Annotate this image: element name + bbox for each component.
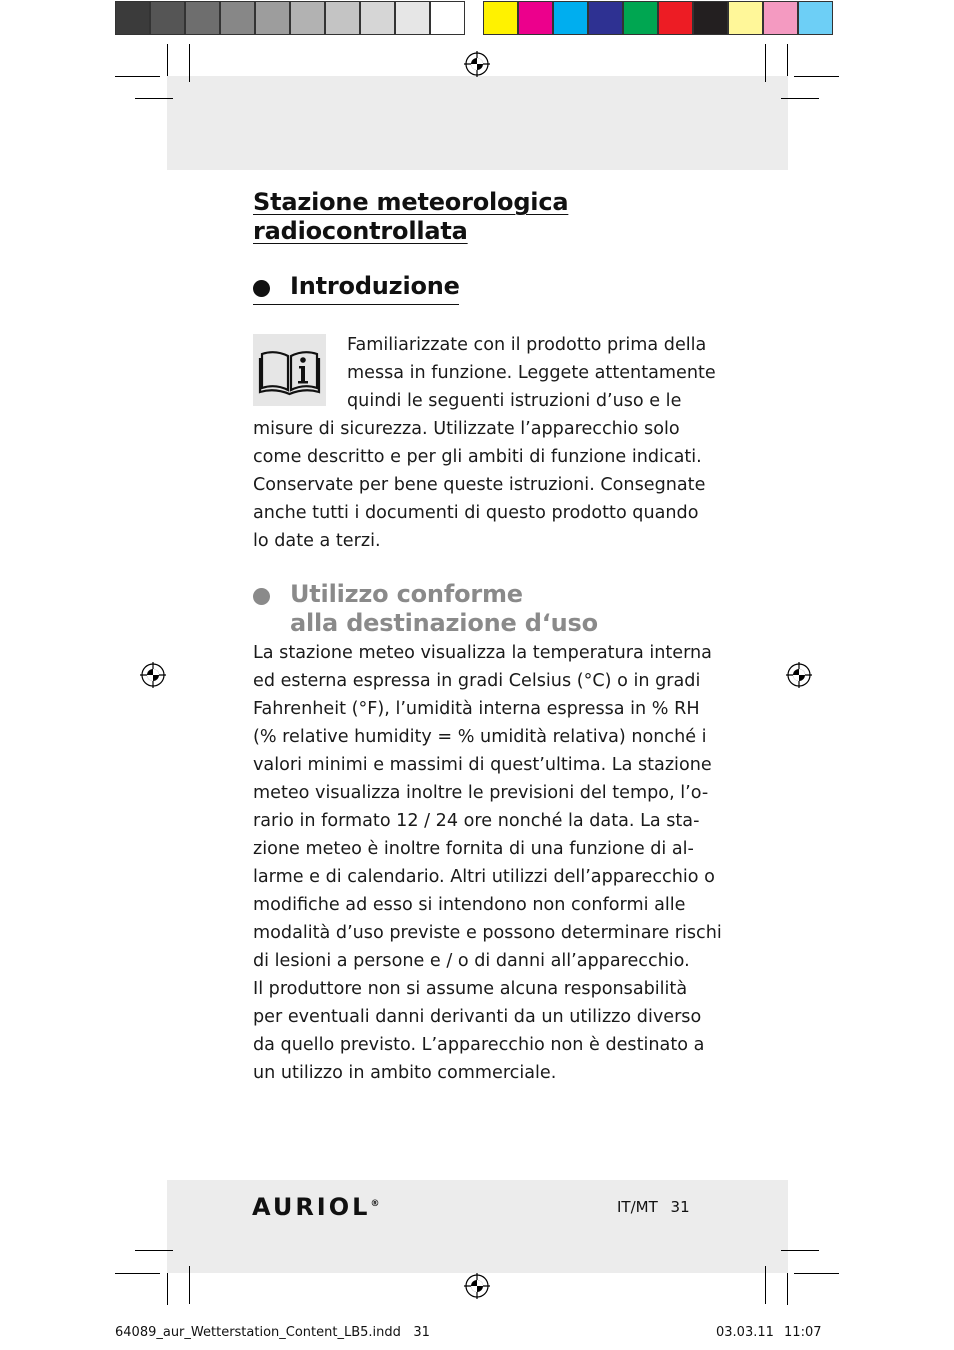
info-book-icon: [253, 334, 326, 406]
print-slug-timestamp: [716, 1325, 822, 1340]
color-swatch: [255, 1, 290, 35]
color-swatch: [728, 1, 763, 35]
slug-time: 11:07: [784, 1325, 822, 1340]
bullet-icon: [253, 588, 270, 605]
locale-code: IT/MT: [617, 1198, 658, 1216]
section-heading-text: [290, 580, 598, 638]
color-swatch: [623, 1, 658, 35]
color-swatch: [763, 1, 798, 35]
text-line: (% relative humidity = % umidità relativa) nonché i: [253, 727, 707, 747]
color-swatch: [798, 1, 833, 35]
title-line-2: radiocontrollata: [253, 217, 468, 245]
text-line: da quello previsto. L’apparecchio non è destinato a: [253, 1035, 705, 1055]
color-swatch: [693, 1, 728, 35]
section-heading-text: Introduzione: [290, 272, 460, 300]
text-line: ed esterna espressa in gradi Celsius (°C) o in gradi: [253, 671, 701, 691]
text-line: rario in formato 12 / 24 ore nonché la data. La sta-: [253, 811, 700, 831]
title-line-1: Stazione meteorologica: [253, 188, 569, 216]
color-swatch: [220, 1, 255, 35]
color-calibration-bar: [483, 1, 833, 37]
document-title: [253, 188, 568, 246]
slug-page: 31: [413, 1325, 430, 1340]
text-line: Fahrenheit (°F), l’umidità interna espressa in % RH: [253, 699, 700, 719]
text-line: quindi le seguenti istruzioni d’uso e le: [347, 391, 682, 411]
page-number: 31: [670, 1198, 690, 1216]
text-line: Il produttore non si assume alcuna responsabilità: [253, 979, 688, 999]
heading-line-2: alla destinazione d‘uso: [290, 609, 598, 637]
text-line: messa in funzione. Leggete attentamente: [347, 363, 716, 383]
text-line: larme e di calendario. Altri utilizzi dell’apparecchio o: [253, 867, 715, 887]
intended-use-paragraph: [253, 639, 722, 1087]
color-swatch: [518, 1, 553, 35]
color-swatch: [150, 1, 185, 35]
registered-mark: ®: [370, 1199, 383, 1209]
color-swatch: [185, 1, 220, 35]
text-line: anche tutti i documenti di questo prodotto quando: [253, 503, 699, 523]
print-slug-file: [115, 1325, 430, 1340]
text-line: lo date a terzi.: [253, 531, 381, 551]
gray-calibration-bar: [115, 1, 465, 37]
color-swatch: [658, 1, 693, 35]
color-swatch: [553, 1, 588, 35]
heading-line-1: Utilizzo conforme: [290, 580, 523, 608]
brand-logo: [252, 1193, 382, 1221]
slug-filename: 64089_aur_Wetterstation_Content_LB5.indd: [115, 1325, 401, 1340]
color-swatch: [325, 1, 360, 35]
text-line: modalità d’uso previste e possono determinare rischi: [253, 923, 722, 943]
text-line: un utilizzo in ambito commerciale.: [253, 1063, 557, 1083]
text-line: La stazione meteo visualizza la temperatura interna: [253, 643, 712, 663]
color-swatch: [395, 1, 430, 35]
bullet-icon: [253, 280, 270, 297]
intro-paragraph-rest: [253, 415, 705, 555]
text-line: Familiarizzate con il prodotto prima della: [347, 335, 707, 355]
text-line: come descritto e per gli ambiti di funzione indicati.: [253, 447, 702, 467]
registration-mark-icon: [140, 662, 166, 688]
text-line: per eventuali danni derivanti da un utilizzo diverso: [253, 1007, 702, 1027]
heading-underline: [253, 304, 459, 305]
color-swatch: [290, 1, 325, 35]
text-line: Conservate per bene queste istruzioni. Consegnate: [253, 475, 706, 495]
color-swatch: [483, 1, 518, 35]
text-line: zione meteo è inoltre fornita di una funzione di al-: [253, 839, 694, 859]
text-line: meteo visualizza inoltre le previsioni del tempo, l’o-: [253, 783, 709, 803]
slug-date: 03.03.11: [716, 1325, 774, 1340]
color-swatch: [360, 1, 395, 35]
text-line: di lesioni a persone e / o di danni all’apparecchio.: [253, 951, 690, 971]
color-swatch: [430, 1, 465, 35]
text-line: modifiche ad esso si intendono non conformi alle: [253, 895, 686, 915]
registration-mark-icon: [464, 51, 490, 77]
brand-name: AURIOL: [252, 1193, 371, 1221]
color-swatch: [588, 1, 623, 35]
intro-paragraph-start: [347, 331, 716, 415]
header-panel: [167, 76, 788, 170]
registration-mark-icon: [786, 662, 812, 688]
color-swatch: [115, 1, 150, 35]
registration-mark-icon: [464, 1273, 490, 1299]
text-line: misure di sicurezza. Utilizzate l’apparecchio solo: [253, 419, 680, 439]
text-line: valori minimi e massimi di quest’ultima. La stazione: [253, 755, 712, 775]
page-reference: [617, 1198, 690, 1216]
